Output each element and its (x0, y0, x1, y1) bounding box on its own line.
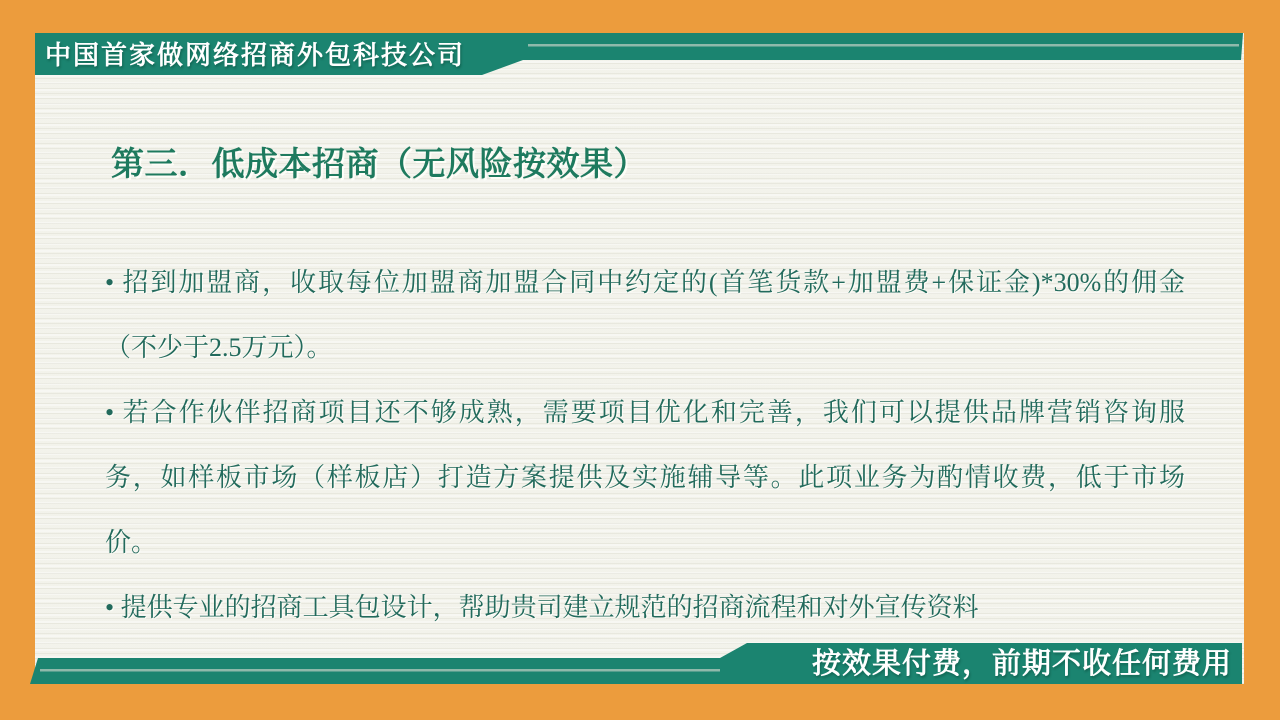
footer-ribbon-accent-line (40, 669, 720, 672)
body-line: （不少于2.5万元）。 (105, 333, 333, 362)
body-line: 务，如样板市场（样板店）打造方案提供及实施辅导等。此项业务为酌情收费，低于市场 (105, 463, 1185, 492)
footer-slogan-label: 按效果付费，前期不收任何费用 (811, 648, 1232, 680)
page-title (111, 141, 647, 187)
body-line: • 提供专业的招商工具包设计，帮助贵司建立规范的招商流程和对外宣传资料 (105, 593, 979, 622)
bullet-text-block (105, 250, 1185, 640)
body-line: • 若合作伙伴招商项目还不够成熟，需要项目优化和完善，我们可以提供品牌营销咨询服 (105, 398, 1185, 427)
company-banner-label: 中国首家做网络招商外包科技公司 (45, 40, 466, 70)
body-line: • 招到加盟商，收取每位加盟商加盟合同中约定的(首笔货款+加盟费+保证金)*30%的佣金 (105, 268, 1185, 297)
company-banner (45, 33, 465, 75)
footer-slogan (812, 643, 1232, 684)
page-title-label: 第三．低成本招商（无风险按效果） (111, 145, 647, 182)
header-ribbon-accent-line (528, 44, 1239, 47)
body-line: 价。 (105, 528, 158, 557)
